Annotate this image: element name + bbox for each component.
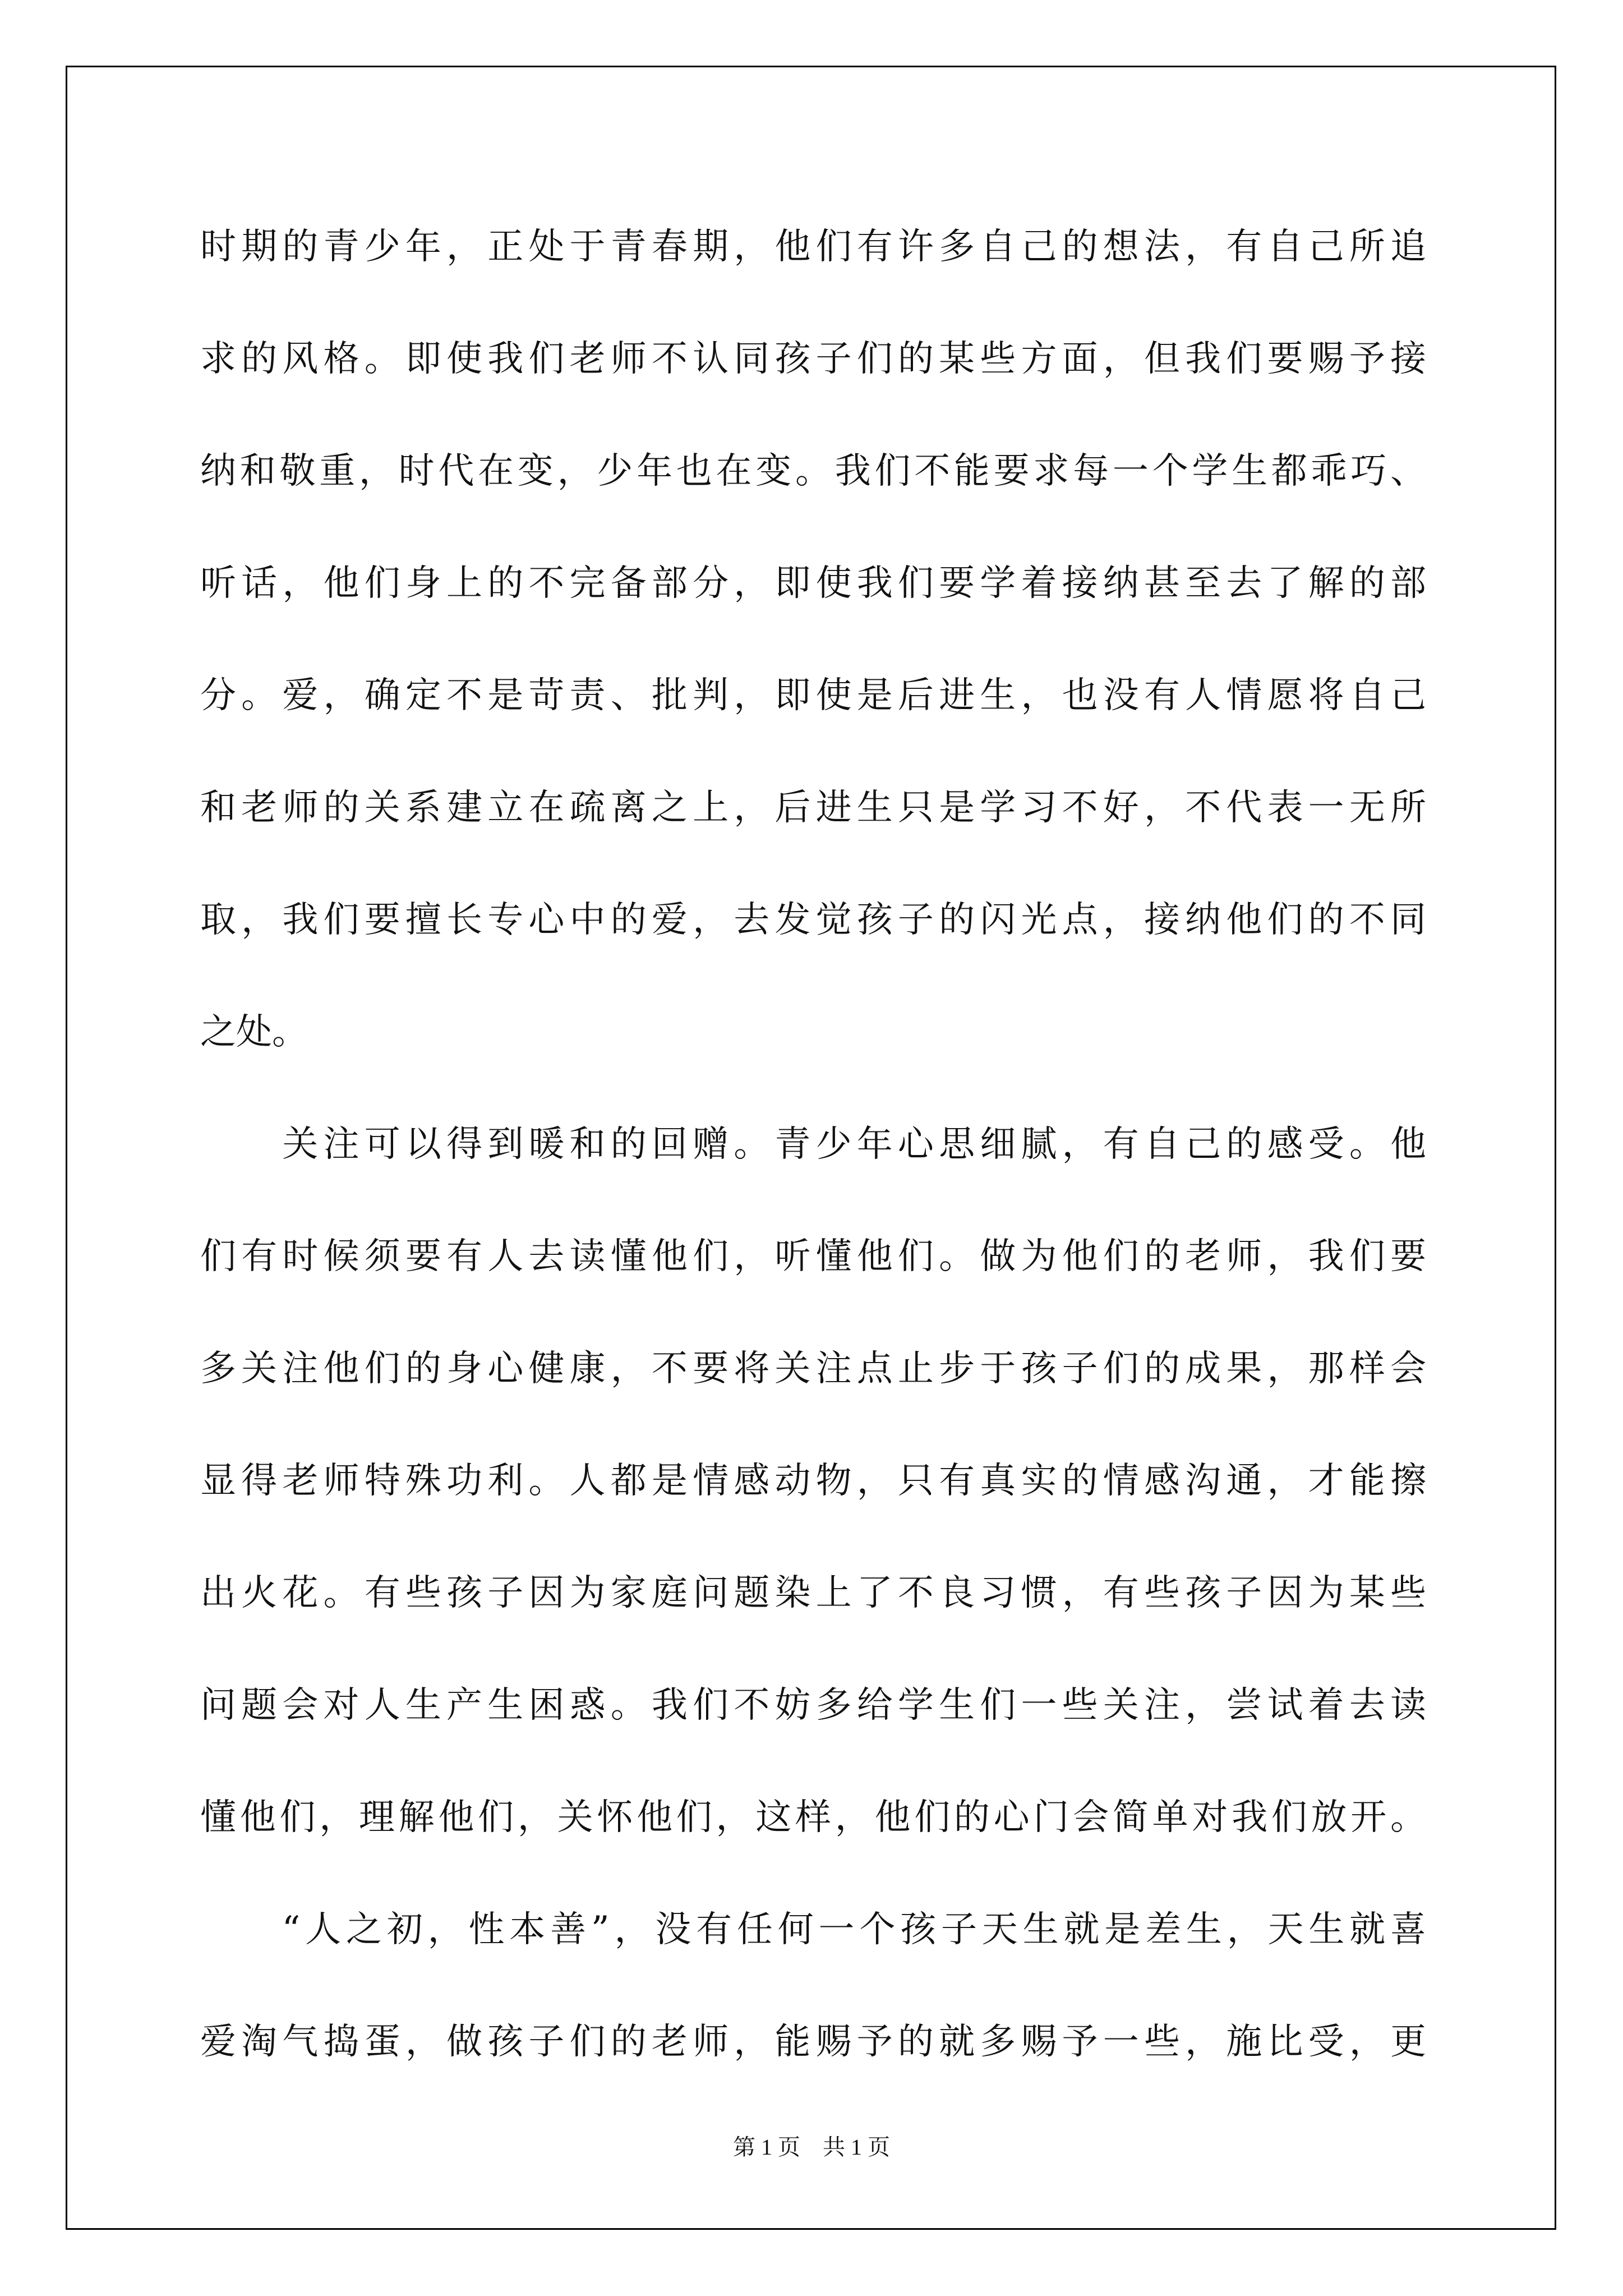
text-line: 爱淘气捣蛋，做孩子们的老师，能赐予的就多赐予一些，施比受，更 (200, 2021, 1426, 2063)
text-line: 问题会对人生产生困惑。我们不妨多给学生们一些关注，尝试着去读 (200, 1685, 1426, 1726)
page-footer: 第 1 页 共 1 页 (733, 2134, 890, 2160)
text-line: 之处。 (200, 1011, 308, 1053)
text-line: 时期的青少年，正处于青春期，他们有许多自己的想法，有自己所追 (200, 226, 1426, 268)
paragraph-start-line: “人之初，性本善”，没有任何一个孩子天生就是差生，天生就喜 (200, 1909, 1426, 1950)
text-line: 们有时候须要有人去读懂他们，听懂他们。做为他们的老师，我们要 (200, 1236, 1426, 1277)
text-line: 分。爱，确定不是苛责、批判，即使是后进生，也没有人情愿将自己 (200, 675, 1426, 716)
text-line: 纳和敬重，时代在变，少年也在变。我们不能要求每一个学生都乖巧、 (200, 450, 1426, 492)
text-line: 取，我们要擅长专心中的爱，去发觉孩子的闪光点，接纳他们的不同 (200, 899, 1426, 941)
text-line: 出火花。有些孩子因为家庭问题染上了不良习惯，有些孩子因为某些 (200, 1572, 1426, 1614)
text-line: 求的风格。即使我们老师不认同孩子们的某些方面，但我们要赐予接 (200, 338, 1426, 380)
text-line: 和老师的关系建立在疏离之上，后进生只是学习不好，不代表一无所 (200, 787, 1426, 829)
text-line: 多关注他们的身心健康，不要将关注点止步于孩子们的成果，那样会 (200, 1348, 1426, 1389)
text-line: 懂他们，理解他们，关怀他们，这样，他们的心门会简单对我们放开。 (200, 1797, 1426, 1838)
text-line: 听话，他们身上的不完备部分，即使我们要学着接纳甚至去了解的部 (200, 563, 1426, 604)
paragraph-start-line: 关注可以得到暖和的回赠。青少年心思细腻，有自己的感受。他 (200, 1124, 1426, 1165)
text-line: 显得老师特殊功利。人都是情感动物，只有真实的情感沟通，才能擦 (200, 1460, 1426, 1502)
